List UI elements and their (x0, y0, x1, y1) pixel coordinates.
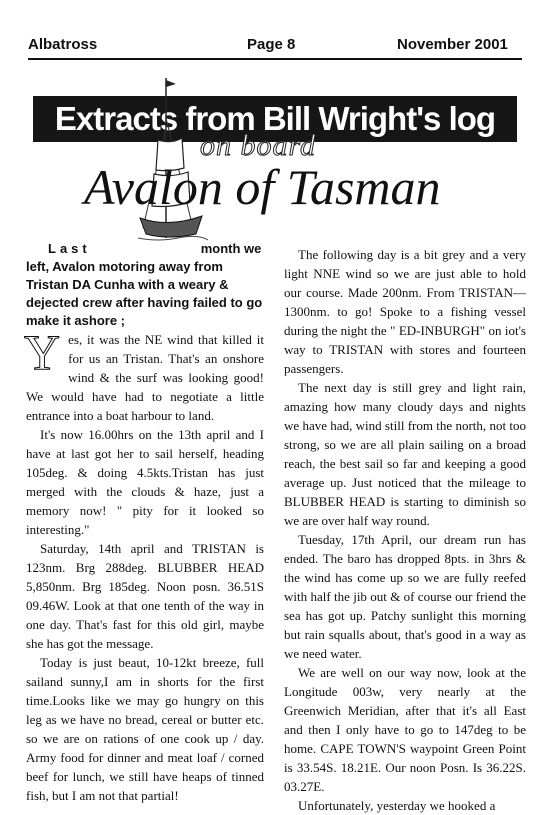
paragraph: Tuesday, 17th April, our dream run has ended. The baro has dropped 8pts. in 3hrs & the wind has come up so we are fully reefed with half the jib out & of course our friend the sea has got up. Patchy sunlight this morning but rain squalls about, that's good in a way as we need water. (284, 532, 526, 661)
right-column (284, 245, 526, 815)
page-header (28, 36, 516, 56)
lead-word: Last (48, 241, 91, 256)
paragraph: It's now 16.00hrs on the 13th april and I have at last got her to sail herself, heading 105deg. & doing 4.5kts.Tristan has just merged with the clouds & haze, just a memory now! " pity for it looked so interesting." (26, 427, 264, 537)
paragraph: The next day is still grey and light rain, amazing how many cloudy days and nights we have had, wind still from the north, not too strong, so we are all plain sailing on a broad reach, the best sail so far and keeping a good average up. Just noticed that the mileage to BLUBBER HEAD is starting to diminish so we are over half way round. (284, 380, 526, 528)
lead-text: left, Avalon motoring away from Tristan DA Cunha with a weary & dejected crew after having failed to go make it ashore ; (26, 259, 263, 328)
page-number: Page 8 (247, 36, 296, 53)
left-column (26, 240, 264, 805)
drop-cap: Y (24, 324, 61, 380)
paragraph: Unfortunately, yesterday we hooked a (298, 798, 496, 813)
paragraph: The following day is a bit grey and a very light NNE wind so we are just able to hold our course. Made 200nm. From TRISTAN—1300nm. to go! Spoke to a fishing vessel during the night the " ED-INBURGH" on iot's way to TRISTAN with stores and fourteen passengers. (284, 247, 526, 376)
paragraph: We are well on our way now, look at the Longitude 003w, very nearly at the Greenwich Meridian, after that it's all East and then I only have to go to 147deg to be home. CAPE TOWN'S waypoint Green Point is 33.54S. 18.21E. Our noon Posn. Is 36.22S. 03.27E. (284, 665, 526, 794)
paragraph: Saturday, 14th april and TRISTAN is 123nm. Brg 288deg. BLUBBER HEAD 5,850nm. Brg 185deg. Noon posn. 36.51S 09.46W. Look at that one tenth of the way in one day. That's fast for this old girl, maybe she has got the message. (26, 541, 264, 651)
paragraph: Today is just beaut, 10-12kt breeze, full sailand sunny,I am in shorts for the first time.Looks like we may go hungry on this leg as we have no bread, cereal or butter etc. so we are on rations of one cook up / day. Army food for dinner and meat loaf / corned beef for lunch, we still have heaps of tinned fish, but I am not that partial! (26, 655, 264, 803)
issue-date: November 2001 (397, 36, 508, 53)
newsletter-name: Albatross (28, 36, 98, 53)
lead-paragraph (26, 240, 264, 330)
header-rule (28, 58, 522, 60)
paragraph: Yes, it was the NE wind that killed it for us an Tristan. That's an onshore wind & the surf was looking good! We would have had to negotiate a little entrance into a boat harbour to land. (24, 324, 264, 423)
article-banner: Extracts from Bill Wright's log (33, 96, 517, 142)
boat-name-title: Avalon of Tasman (84, 159, 441, 215)
lead-word-2: month we (200, 241, 262, 256)
article-subtitle: on board (200, 129, 317, 162)
